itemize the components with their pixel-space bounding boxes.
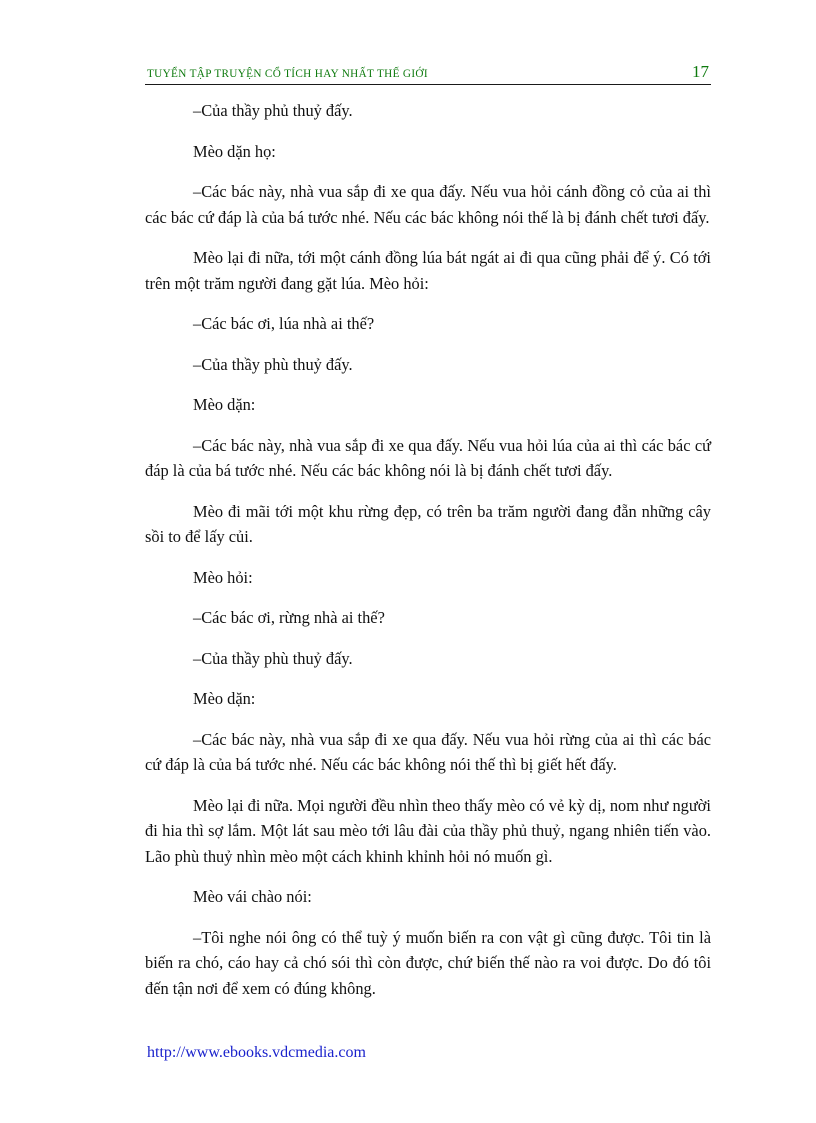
paragraph: –Tôi nghe nói ông có thể tuỳ ý muốn biến ra con vật gì cũng được. Tôi tin là biến ra chó, cáo hay cả chó sói thì còn được, chứ biến thế nào ra voi được. Do đó tôi đến tận nơi để xem có đúng không. [145,927,711,998]
paragraph: Mèo dặn: [193,689,256,708]
paragraph: –Của thầy phù thuỷ đấy. [193,648,353,668]
paragraph: Mèo đi mãi tới một khu rừng đẹp, có trên ba trăm người đang đẵn những cây sồi to để lấy củi. [145,501,711,546]
paragraph: Mèo lại đi nữa. Mọi người đều nhìn theo thấy mèo có vẻ kỳ dị, nom như người đi hia thì sợ lắm. Một lát sau mèo tới lâu đài của thầy phủ thuỷ, ngang nhiên tiến vào. Lão phù thuỷ nhìn mèo một cách khinh khỉnh hỏi nó muốn gì. [145,795,711,866]
paragraph: Mèo lại đi nữa, tới một cánh đồng lúa bát ngát ai đi qua cũng phải để ý. Có tới trên một trăm người đang gặt lúa. Mèo hỏi: [145,248,711,293]
website-link[interactable]: http://www.ebooks.vdcmedia.com [147,1044,366,1061]
paragraph: –Của thầy phủ thuỷ đấy. [193,101,353,120]
paragraph: –Của thầy phù thuỷ đấy. [193,354,353,374]
page-header [145,60,711,85]
paragraph: Mèo hỏi: [193,567,253,587]
paragraph: Mèo vái chào nói: [193,887,312,906]
page-number: 17 [692,62,709,81]
paragraph: –Các bác này, nhà vua sắp đi xe qua đấy. Nếu vua hỏi rừng của ai thì các bác cứ đáp là của bá tước nhé. Nếu các bác không nói thế thì bị giết hết đấy. [145,729,711,774]
story-text [145,98,711,1016]
paragraph: –Các bác này, nhà vua sắp đi xe qua đấy. Nếu vua hỏi lúa của ai thì các bác cứ đáp là của bá tước nhé. Nếu các bác không nói là bị đánh chết tươi đấy. [145,435,711,480]
paragraph: –Các bác này, nhà vua sắp đi xe qua đấy. Nếu vua hỏi cánh đồng cỏ của ai thì các bác cứ đáp là của bá tước nhé. Nếu các bác không nói thế là bị đánh chết tươi đấy. [145,182,711,227]
paragraph: Mèo dặn: [193,395,256,414]
book-title: TUYỂN TẬP TRUYỆN CỔ TÍCH HAY NHẤT THẾ GIỚI [147,68,428,80]
paragraph: –Các bác ơi, lúa nhà ai thế? [193,314,375,333]
paragraph: Mèo dặn họ: [193,141,276,161]
paragraph: –Các bác ơi, rừng nhà ai thế? [193,608,385,627]
